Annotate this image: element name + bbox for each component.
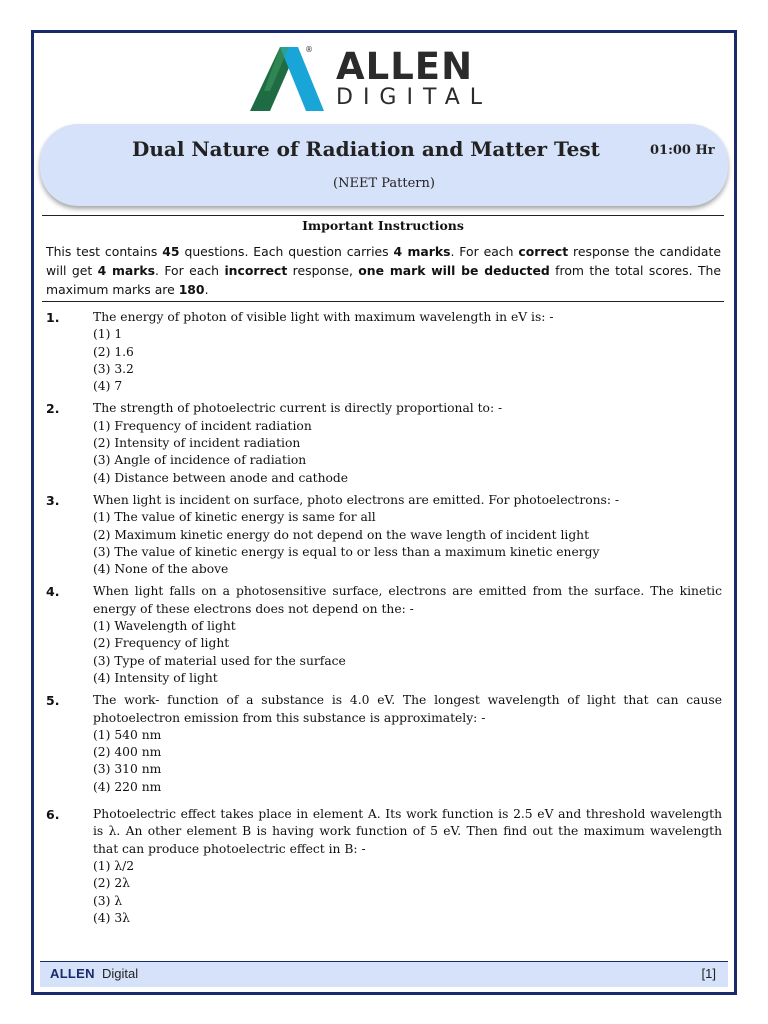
option: (2) 400 nm bbox=[93, 745, 162, 760]
question-text: When light falls on a photosensitive surface, electrons are emitted from the surface. The kinetic energy of these electrons does not depend on the: - bbox=[93, 584, 722, 616]
option: (1) Frequency of incident radiation bbox=[93, 418, 312, 433]
option: (4) 220 nm bbox=[93, 779, 162, 794]
question-number: 2. bbox=[46, 401, 60, 417]
option: (2) Intensity of incident radiation bbox=[93, 436, 301, 451]
test-title: Dual Nature of Radiation and Matter Test bbox=[132, 137, 600, 161]
question-text: The strength of photoelectric current is directly proportional to: - bbox=[93, 401, 503, 416]
registered-mark: ® bbox=[305, 45, 313, 54]
divider-instructions bbox=[42, 301, 724, 302]
option: (4) 7 bbox=[93, 379, 123, 394]
option: (3) λ bbox=[93, 893, 123, 908]
option: (1) The value of kinetic energy is same for all bbox=[93, 510, 376, 525]
option: (3) The value of kinetic energy is equal to or less than a maximum kinetic energy bbox=[93, 544, 600, 559]
test-pattern: (NEET Pattern) bbox=[333, 176, 435, 191]
option: (3) Angle of incidence of radiation bbox=[93, 453, 307, 468]
instructions-heading: Important Instructions bbox=[302, 218, 464, 233]
option: (3) 3.2 bbox=[93, 361, 134, 376]
question-4 bbox=[46, 583, 722, 687]
option: (2) Maximum kinetic energy do not depend on the wave length of incident light bbox=[93, 527, 590, 542]
logo-digital-text: DIGITAL bbox=[336, 85, 493, 110]
option: (4) None of the above bbox=[93, 562, 229, 577]
question-2 bbox=[46, 400, 722, 486]
option: (1) 1 bbox=[93, 327, 123, 342]
option: (1) λ/2 bbox=[93, 858, 135, 873]
option: (3) 310 nm bbox=[93, 762, 162, 777]
footer-brand: ALLEN bbox=[50, 966, 95, 981]
question-1 bbox=[46, 309, 722, 395]
footer-brand-sub: Digital bbox=[102, 966, 139, 981]
question-text: The energy of photon of visible light with maximum wavelength in eV is: - bbox=[93, 310, 554, 324]
question-5 bbox=[46, 692, 722, 796]
option: (2) Frequency of light bbox=[93, 636, 230, 651]
logo-allen-text: ALLEN bbox=[336, 45, 474, 88]
question-number: 1. bbox=[46, 310, 60, 325]
option: (1) Wavelength of light bbox=[93, 619, 236, 634]
page-footer bbox=[40, 961, 728, 987]
option: (3) Type of material used for the surface bbox=[93, 653, 346, 668]
test-duration: 01:00 Hr bbox=[650, 143, 715, 158]
option: (1) 540 nm bbox=[93, 727, 162, 742]
question-text: Photoelectric effect takes place in element A. Its work function is 2.5 eV and threshold wavelength is λ. An other element B is having work function of 5 eV. Then find out the maximum wavelength that can produce photoelectric effect in B: - bbox=[93, 807, 722, 856]
title-banner bbox=[40, 124, 728, 206]
question-text: When light is incident on surface, photo electrons are emitted. For photoelectrons: - bbox=[93, 492, 620, 507]
divider-top bbox=[42, 215, 724, 216]
question-list bbox=[46, 309, 722, 932]
allen-a-mark-icon bbox=[250, 47, 326, 111]
instructions-paragraph: This test contains 45 questions. Each question carries 4 marks. For each correct response the candidate will get 4 marks. For each incorrect response, one mark will be deducted from the total scores. The maximum marks are 180. bbox=[46, 244, 722, 297]
question-6 bbox=[46, 806, 722, 927]
question-number: 3. bbox=[46, 492, 60, 508]
option: (2) 2λ bbox=[93, 876, 130, 891]
question-3 bbox=[46, 492, 722, 578]
option: (4) 3λ bbox=[93, 910, 130, 925]
option: (4) Intensity of light bbox=[93, 670, 218, 685]
allen-digital-logo bbox=[250, 45, 520, 113]
option: (4) Distance between anode and cathode bbox=[93, 470, 349, 485]
question-number: 6. bbox=[46, 807, 60, 823]
question-text: The work- function of a substance is 4.0 eV. The longest wavelength of light that can cause photoelectron emission from this substance is approximately: - bbox=[93, 693, 722, 725]
option: (2) 1.6 bbox=[93, 344, 134, 359]
question-number: 4. bbox=[46, 584, 60, 600]
page-number: [1] bbox=[701, 966, 716, 981]
question-number: 5. bbox=[46, 693, 60, 709]
